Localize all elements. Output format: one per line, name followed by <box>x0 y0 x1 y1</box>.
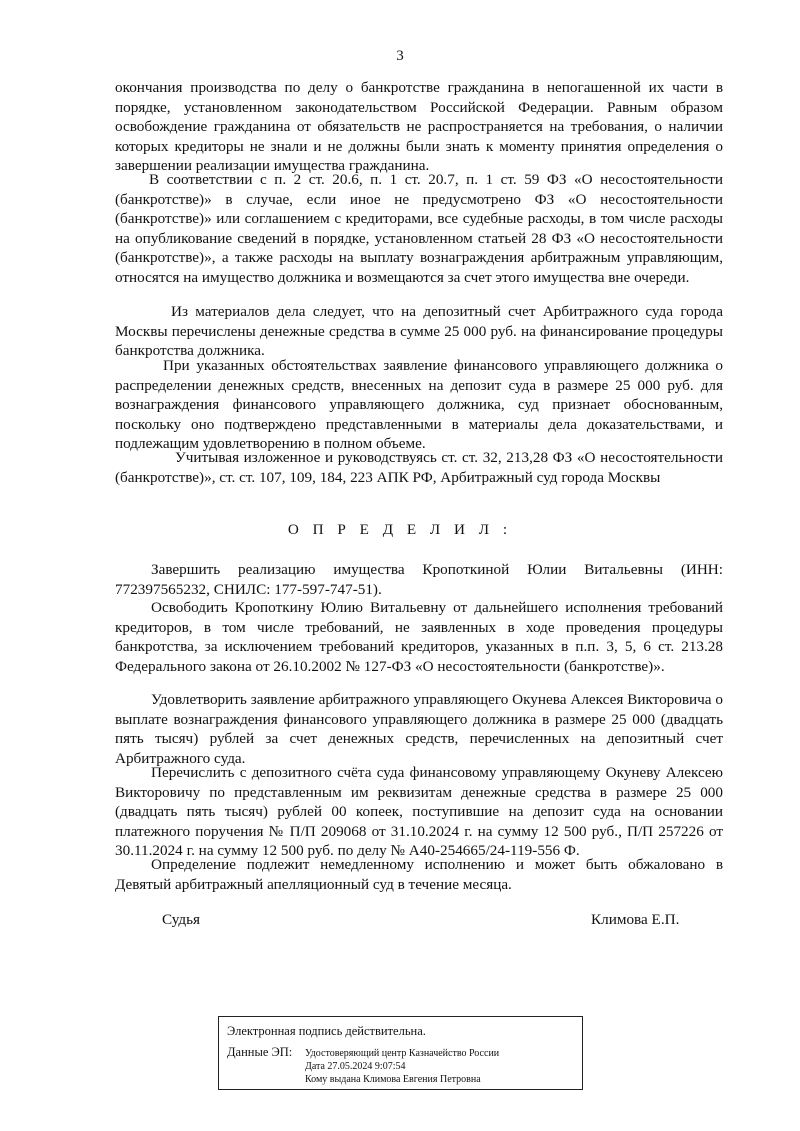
judge-name: Климова Е.П. <box>591 911 680 928</box>
paragraph: Из материалов дела следует, что на депозитный счет Арбитражного суда города Москвы перечислены денежные средства в сумме 25 000 руб. на финансирование процедуры банкротства должника. <box>115 303 723 359</box>
signature-issued-to: Кому выдана Климова Евгения Петровна <box>305 1074 481 1085</box>
page-number: 3 <box>396 48 404 64</box>
judge-label: Судья <box>162 911 201 928</box>
paragraph: Учитывая изложенное и руководствуясь ст. ст. 32, 213,28 ФЗ «О несостоятельности (банкротстве)», ст. ст. 107, 109, 184, 223 АПК РФ, Арбитражный суд города Москвы <box>115 449 723 486</box>
paragraph: В соответствии с п. 2 ст. 20.6, п. 1 ст. 20.7, п. 1 ст. 59 ФЗ «О несостоятельности (банкротстве)» в случае, если иное не предусмотрено ФЗ «О несостоятельности (банкротстве)» или соглашением с кредиторами, все судебные расходы, в том числе расходы на опубликование сведений в порядке, установленном статьей 28 ФЗ «О несостоятельности (банкротстве)», а также расходы на выплату вознаграждения арбитражным управляющим, относятся на имущество должника и возмещаются за счет этого имущества вне очереди. <box>115 171 723 286</box>
decision-heading: О П Р Е Д Е Л И Л : <box>287 521 513 538</box>
resolution-item: Освободить Кропоткину Юлию Витальевну от дальнейшего исполнения требований кредиторов, в том числе требований, не заявленных в ходе проведения процедуры банкротства, за исключением требований кредиторов, указанных в п.п. 3, 5, 6 ст. 213.28 Федерального закона от 26.10.2002 № 127-ФЗ «О несостоятельности (банкротстве)». <box>115 599 723 675</box>
electronic-signature-box <box>218 1016 583 1090</box>
resolution-item: Перечислить с депозитного счёта суда финансовому управляющему Окуневу Алексею Викторовичу по представленным им реквизитам денежные средства в размере 25 000 (двадцать пять тысяч) рублей 00 копеек, поступившие на депозит суда на основании платежного поручения № П/П 209068 от 31.10.2024 г. на сумму 12 500 руб., П/П 257226 от 30.11.2024 г. на сумму 12 500 руб. по делу № А40-254665/24-119-556 Ф. <box>115 764 723 859</box>
paragraph: При указанных обстоятельствах заявление финансового управляющего должника о распределении денежных средств, внесенных на депозит суда в размере 25 000 руб. для вознаграждения финансового управляющего должника, суд признает обоснованным, поскольку оно подтверждено представленными в материалы дела доказательствами, и подлежащим удовлетворению в полном объеме. <box>115 357 723 452</box>
resolution-item: Завершить реализацию имущества Кропоткиной Юлии Витальевны (ИНН: 772397565232, СНИЛС: 177-597-747-51). <box>115 561 723 598</box>
signature-center: Удостоверяющий центр Казначейство России <box>305 1048 500 1059</box>
paragraph: окончания производства по делу о банкротстве гражданина в непогашенной их части в порядке, установленном законодательством Российской Федерации. Равным образом освобождение гражданина от обязательств не распространяется на требования, о наличии которых кредиторы не знали и не должны были знать к моменту принятия определения о завершении реализации имущества гражданина. <box>115 79 723 174</box>
resolution-item: Удовлетворить заявление арбитражного управляющего Окунева Алексея Викторовича о выплате вознаграждения финансового управляющего должника в размере 25 000 (двадцать пять тысяч) рублей за счет денежных средств, перечисленных на депозитный счет Арбитражного суда. <box>115 691 723 767</box>
resolution-item: Определение подлежит немедленному исполнению и может быть обжаловано в Девятый арбитражный апелляционный суд в течение месяца. <box>115 856 723 893</box>
signature-data-label: Данные ЭП: <box>227 1045 293 1059</box>
signature-title: Электронная подпись действительна. <box>227 1024 426 1038</box>
signature-date: Дата 27.05.2024 9:07:54 <box>305 1061 406 1072</box>
